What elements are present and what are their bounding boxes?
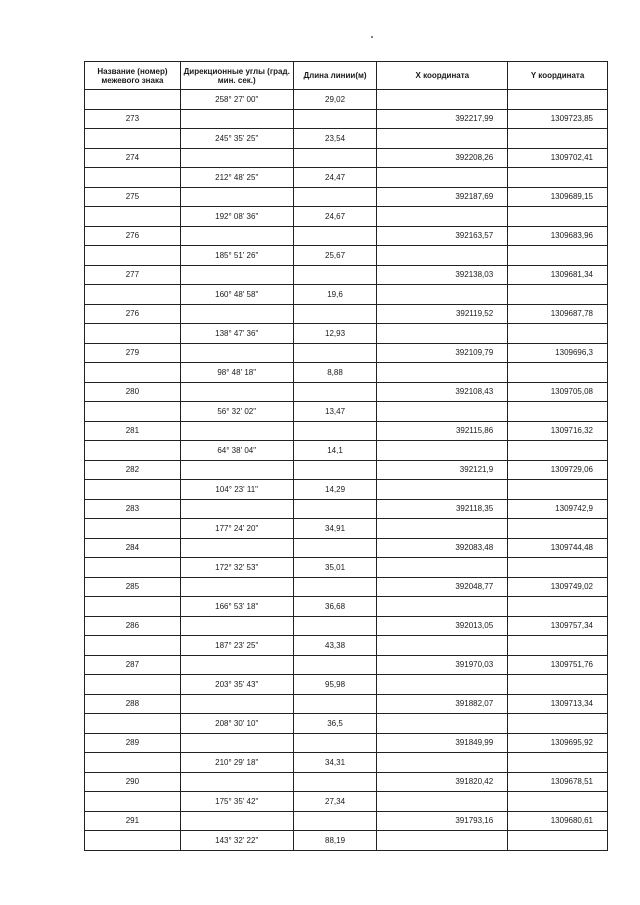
table-row-point (84, 305, 608, 325)
x-coordinate-cell: 392083,48 (377, 539, 508, 558)
table-row-point (84, 461, 608, 481)
y-coordinate-cell: 1309742,9 (508, 500, 608, 519)
x-cell-empty (377, 363, 508, 382)
angle-cell: 192° 08' 36" (181, 207, 294, 226)
table-body (84, 90, 608, 851)
y-cell-empty (508, 792, 608, 811)
table-header (84, 61, 608, 90)
table-row-line (84, 285, 608, 305)
x-cell-empty (377, 753, 508, 772)
length-cell: 27,34 (294, 792, 378, 811)
table-row-line (84, 636, 608, 656)
point-name-cell: 277 (85, 266, 181, 285)
x-coordinate-cell: 392163,57 (377, 227, 508, 246)
angle-cell-empty (181, 773, 294, 792)
x-coordinate-cell: 392138,03 (377, 266, 508, 285)
name-cell-empty (85, 831, 181, 850)
y-cell-empty (508, 285, 608, 304)
x-coordinate-cell: 391882,07 (377, 695, 508, 714)
length-cell: 19,6 (294, 285, 378, 304)
x-cell-empty (377, 597, 508, 616)
point-name-cell: 281 (85, 422, 181, 441)
table-row-point (84, 578, 608, 598)
y-coordinate-cell: 1309729,06 (508, 461, 608, 480)
table-row-line (84, 90, 608, 110)
angle-cell-empty (181, 539, 294, 558)
x-cell-empty (377, 480, 508, 499)
x-coordinate-cell: 392217,99 (377, 110, 508, 129)
point-name-cell: 282 (85, 461, 181, 480)
table-row-line (84, 168, 608, 188)
length-cell-empty (294, 188, 378, 207)
length-cell: 14,1 (294, 441, 378, 460)
y-coordinate-cell: 1309695,92 (508, 734, 608, 753)
angle-cell: 203° 35' 43" (181, 675, 294, 694)
angle-cell-empty (181, 422, 294, 441)
x-cell-empty (377, 675, 508, 694)
x-coordinate-cell: 392108,43 (377, 383, 508, 402)
point-name-cell: 280 (85, 383, 181, 402)
y-coordinate-cell: 1309702,41 (508, 149, 608, 168)
name-cell-empty (85, 675, 181, 694)
name-cell-empty (85, 90, 181, 109)
point-name-cell: 273 (85, 110, 181, 129)
x-coordinate-cell: 392121,9 (377, 461, 508, 480)
x-coordinate-cell: 391820,42 (377, 773, 508, 792)
y-cell-empty (508, 246, 608, 265)
table-row-line (84, 558, 608, 578)
x-coordinate-cell: 392115,86 (377, 422, 508, 441)
y-coordinate-cell: 1309716,32 (508, 422, 608, 441)
angle-cell: 177° 24' 20" (181, 519, 294, 538)
y-cell-empty (508, 753, 608, 772)
angle-cell: 64° 38' 04" (181, 441, 294, 460)
point-name-cell: 287 (85, 656, 181, 675)
table-row-line (84, 324, 608, 344)
y-coordinate-cell: 1309713,34 (508, 695, 608, 714)
table-row-line (84, 597, 608, 617)
angle-cell-empty (181, 266, 294, 285)
angle-cell-empty (181, 734, 294, 753)
table-row-line (84, 714, 608, 734)
x-cell-empty (377, 246, 508, 265)
length-cell-empty (294, 110, 378, 129)
angle-cell: 160° 48' 58" (181, 285, 294, 304)
angle-cell-empty (181, 812, 294, 831)
length-cell: 36,5 (294, 714, 378, 733)
table-row-point (84, 773, 608, 793)
table-row-point (84, 110, 608, 130)
point-name-cell: 276 (85, 227, 181, 246)
length-cell-empty (294, 422, 378, 441)
length-cell: 88,19 (294, 831, 378, 850)
name-cell-empty (85, 792, 181, 811)
length-cell-empty (294, 500, 378, 519)
angle-cell: 185° 51' 26" (181, 246, 294, 265)
angle-cell: 187° 23' 25" (181, 636, 294, 655)
header-length: Длина линии(м) (294, 62, 378, 89)
name-cell-empty (85, 636, 181, 655)
table-row-line (84, 519, 608, 539)
name-cell-empty (85, 597, 181, 616)
y-coordinate-cell: 1309696,3 (508, 344, 608, 363)
x-coordinate-cell: 391849,99 (377, 734, 508, 753)
table-row-line (84, 831, 608, 851)
point-name-cell: 289 (85, 734, 181, 753)
table-row-point (84, 344, 608, 364)
point-name-cell: 279 (85, 344, 181, 363)
y-cell-empty (508, 441, 608, 460)
angle-cell: 172° 32' 53" (181, 558, 294, 577)
table-row-line (84, 792, 608, 812)
point-name-cell: 291 (85, 812, 181, 831)
header-angle: Дирекционные углы (град. мин. сек.) (181, 62, 294, 89)
y-cell-empty (508, 324, 608, 343)
length-cell-empty (294, 695, 378, 714)
table-row-point (84, 266, 608, 286)
y-coordinate-cell: 1309687,78 (508, 305, 608, 324)
boundary-coordinates-table (84, 61, 608, 851)
table-row-line (84, 246, 608, 266)
y-cell-empty (508, 480, 608, 499)
y-coordinate-cell: 1309678,51 (508, 773, 608, 792)
angle-cell: 210° 29' 18" (181, 753, 294, 772)
length-cell: 34,31 (294, 753, 378, 772)
y-cell-empty (508, 519, 608, 538)
y-coordinate-cell: 1309680,61 (508, 812, 608, 831)
angle-cell: 138° 47' 36" (181, 324, 294, 343)
y-coordinate-cell: 1309744,48 (508, 539, 608, 558)
angle-cell-empty (181, 617, 294, 636)
angle-cell-empty (181, 305, 294, 324)
length-cell-empty (294, 617, 378, 636)
x-coordinate-cell: 392208,26 (377, 149, 508, 168)
name-cell-empty (85, 441, 181, 460)
length-cell: 25,67 (294, 246, 378, 265)
angle-cell: 212° 48' 25" (181, 168, 294, 187)
x-cell-empty (377, 168, 508, 187)
length-cell: 23,54 (294, 129, 378, 148)
x-coordinate-cell: 392013,05 (377, 617, 508, 636)
table-row-line (84, 129, 608, 149)
y-cell-empty (508, 90, 608, 109)
name-cell-empty (85, 714, 181, 733)
table-row-line (84, 402, 608, 422)
angle-cell: 104° 23' 11" (181, 480, 294, 499)
y-cell-empty (508, 831, 608, 850)
table-row-line (84, 753, 608, 773)
x-coordinate-cell: 392048,77 (377, 578, 508, 597)
angle-cell-empty (181, 344, 294, 363)
y-coordinate-cell: 1309749,02 (508, 578, 608, 597)
header-name: Название (номер) межевого знака (85, 62, 181, 89)
x-cell-empty (377, 441, 508, 460)
point-name-cell: 283 (85, 500, 181, 519)
name-cell-empty (85, 363, 181, 382)
table-row-point (84, 617, 608, 637)
length-cell: 8,88 (294, 363, 378, 382)
y-cell-empty (508, 207, 608, 226)
length-cell: 24,67 (294, 207, 378, 226)
table-row-point (84, 812, 608, 832)
angle-cell-empty (181, 578, 294, 597)
x-cell-empty (377, 831, 508, 850)
y-coordinate-cell: 1309689,15 (508, 188, 608, 207)
y-coordinate-cell: 1309705,08 (508, 383, 608, 402)
y-coordinate-cell: 1309751,76 (508, 656, 608, 675)
y-cell-empty (508, 636, 608, 655)
name-cell-empty (85, 402, 181, 421)
length-cell-empty (294, 344, 378, 363)
length-cell-empty (294, 734, 378, 753)
header-x: X координата (377, 62, 508, 89)
x-coordinate-cell: 391970,03 (377, 656, 508, 675)
angle-cell: 245° 35' 25" (181, 129, 294, 148)
table-row-line (84, 207, 608, 227)
length-cell-empty (294, 773, 378, 792)
length-cell: 36,68 (294, 597, 378, 616)
y-cell-empty (508, 363, 608, 382)
length-cell: 34,91 (294, 519, 378, 538)
angle-cell: 175° 35' 42" (181, 792, 294, 811)
table-row-point (84, 383, 608, 403)
angle-cell-empty (181, 110, 294, 129)
length-cell: 12,93 (294, 324, 378, 343)
x-cell-empty (377, 207, 508, 226)
y-coordinate-cell: 1309757,34 (508, 617, 608, 636)
length-cell: 35,01 (294, 558, 378, 577)
angle-cell-empty (181, 461, 294, 480)
length-cell: 29,02 (294, 90, 378, 109)
angle-cell: 258° 27' 00" (181, 90, 294, 109)
y-coordinate-cell: 1309681,34 (508, 266, 608, 285)
y-cell-empty (508, 675, 608, 694)
x-cell-empty (377, 558, 508, 577)
table-row-point (84, 734, 608, 754)
name-cell-empty (85, 285, 181, 304)
x-cell-empty (377, 285, 508, 304)
length-cell-empty (294, 539, 378, 558)
x-coordinate-cell: 392119,52 (377, 305, 508, 324)
length-cell-empty (294, 266, 378, 285)
name-cell-empty (85, 246, 181, 265)
length-cell: 14,29 (294, 480, 378, 499)
x-cell-empty (377, 324, 508, 343)
length-cell-empty (294, 461, 378, 480)
x-cell-empty (377, 402, 508, 421)
x-coordinate-cell: 392187,69 (377, 188, 508, 207)
y-cell-empty (508, 714, 608, 733)
angle-cell-empty (181, 227, 294, 246)
y-cell-empty (508, 168, 608, 187)
length-cell-empty (294, 149, 378, 168)
name-cell-empty (85, 753, 181, 772)
table-row-point (84, 227, 608, 247)
point-name-cell: 290 (85, 773, 181, 792)
x-cell-empty (377, 519, 508, 538)
x-cell-empty (377, 636, 508, 655)
name-cell-empty (85, 558, 181, 577)
table-row-line (84, 480, 608, 500)
angle-cell-empty (181, 149, 294, 168)
angle-cell: 208° 30' 10" (181, 714, 294, 733)
length-cell: 24,47 (294, 168, 378, 187)
angle-cell-empty (181, 188, 294, 207)
length-cell-empty (294, 305, 378, 324)
header-y: Y координата (508, 62, 608, 89)
x-cell-empty (377, 714, 508, 733)
table-row-point (84, 656, 608, 676)
x-coordinate-cell: 391793,16 (377, 812, 508, 831)
table-row-point (84, 695, 608, 715)
angle-cell: 166° 53' 18" (181, 597, 294, 616)
point-name-cell: 286 (85, 617, 181, 636)
x-cell-empty (377, 792, 508, 811)
angle-cell-empty (181, 500, 294, 519)
name-cell-empty (85, 168, 181, 187)
scan-speck (371, 36, 373, 38)
length-cell: 13,47 (294, 402, 378, 421)
angle-cell-empty (181, 383, 294, 402)
table-row-line (84, 363, 608, 383)
length-cell-empty (294, 578, 378, 597)
x-coordinate-cell: 392109,79 (377, 344, 508, 363)
table-row-point (84, 188, 608, 208)
length-cell-empty (294, 656, 378, 675)
name-cell-empty (85, 129, 181, 148)
angle-cell: 56° 32' 02" (181, 402, 294, 421)
angle-cell-empty (181, 695, 294, 714)
x-coordinate-cell: 392118,35 (377, 500, 508, 519)
y-cell-empty (508, 597, 608, 616)
x-cell-empty (377, 129, 508, 148)
point-name-cell: 288 (85, 695, 181, 714)
y-cell-empty (508, 402, 608, 421)
length-cell: 43,38 (294, 636, 378, 655)
name-cell-empty (85, 324, 181, 343)
y-cell-empty (508, 129, 608, 148)
name-cell-empty (85, 207, 181, 226)
point-name-cell: 275 (85, 188, 181, 207)
point-name-cell: 274 (85, 149, 181, 168)
name-cell-empty (85, 519, 181, 538)
angle-cell: 98° 48' 18" (181, 363, 294, 382)
angle-cell: 143° 32' 22" (181, 831, 294, 850)
y-cell-empty (508, 558, 608, 577)
y-coordinate-cell: 1309683,96 (508, 227, 608, 246)
table-row-point (84, 539, 608, 559)
table-row-line (84, 675, 608, 695)
name-cell-empty (85, 480, 181, 499)
length-cell-empty (294, 812, 378, 831)
point-name-cell: 276 (85, 305, 181, 324)
length-cell-empty (294, 227, 378, 246)
length-cell: 95,98 (294, 675, 378, 694)
angle-cell-empty (181, 656, 294, 675)
table-row-point (84, 500, 608, 520)
table-row-line (84, 441, 608, 461)
table-row-point (84, 149, 608, 169)
length-cell-empty (294, 383, 378, 402)
point-name-cell: 284 (85, 539, 181, 558)
table-row-point (84, 422, 608, 442)
y-coordinate-cell: 1309723,85 (508, 110, 608, 129)
point-name-cell: 285 (85, 578, 181, 597)
x-cell-empty (377, 90, 508, 109)
